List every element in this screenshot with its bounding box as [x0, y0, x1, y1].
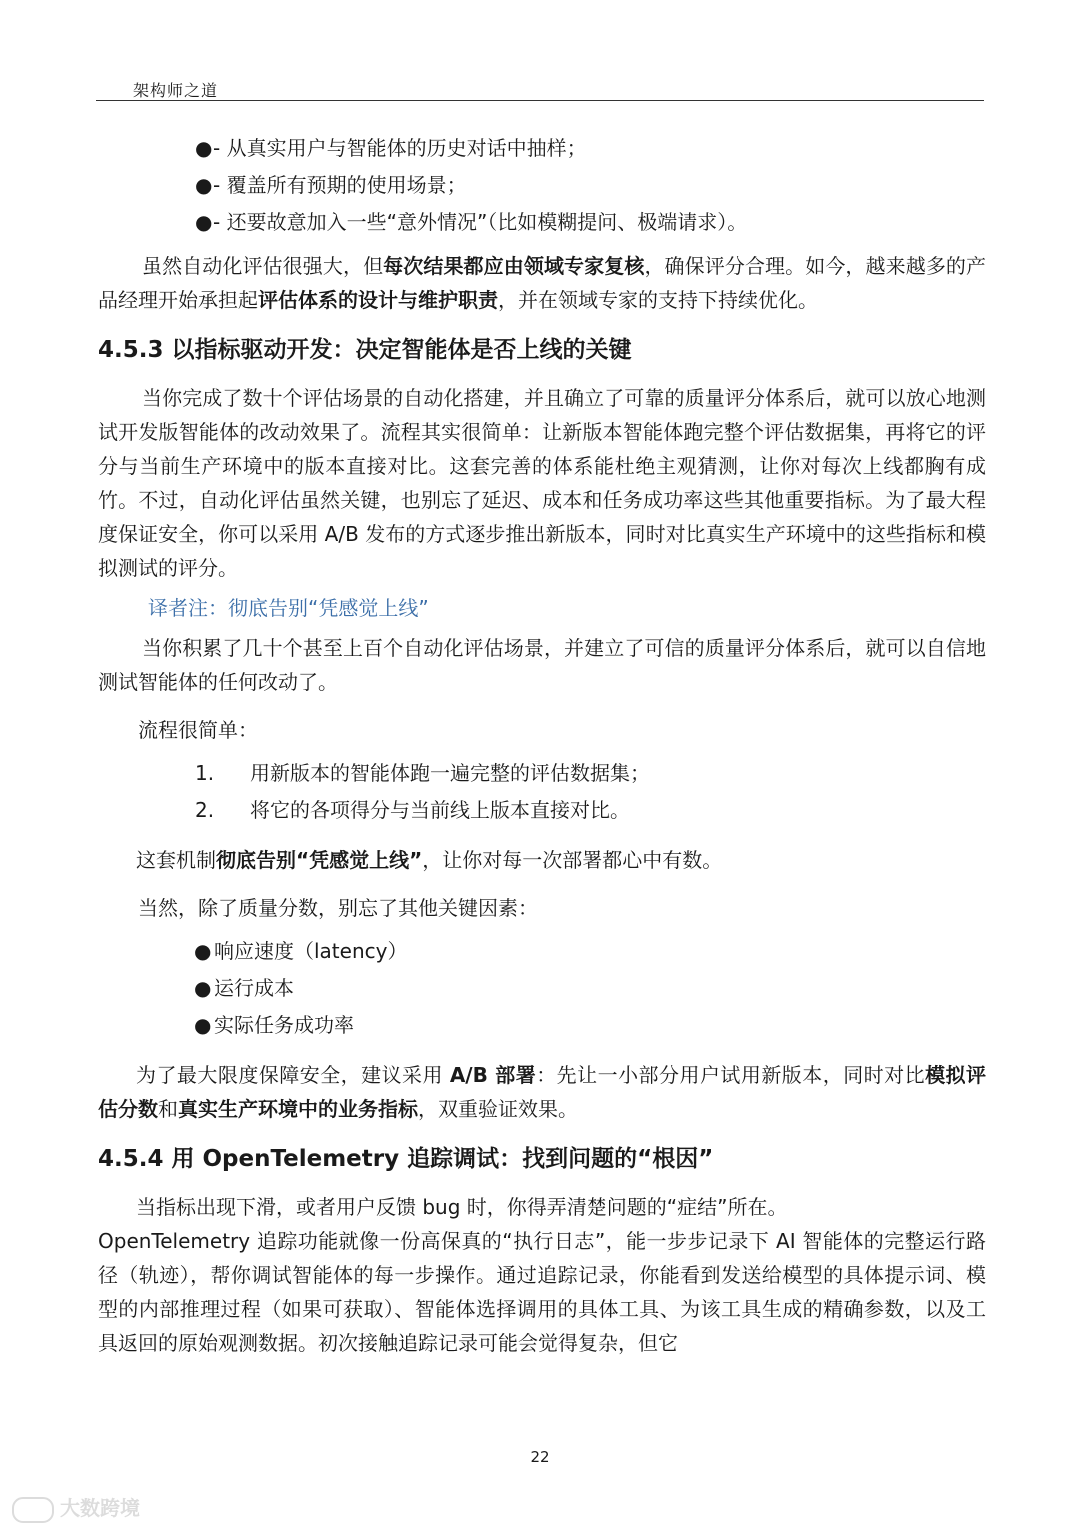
- bold-span: 模拟评估分数: [98, 1063, 987, 1121]
- bold-span: 评估体系的设计与维护职责: [258, 288, 498, 312]
- paragraph-opentelemetry: OpenTelemetry 追踪功能就像一份高保真的“执行日志”，能一步步记录下 AI 智能体的完整运行路径（轨迹），帮你调试智能体的每一步操作。通过追踪记录，你能看到发送给模型的具体提示词、模型的内部推理过程（如果可获取）、智能体选择调用的具体工具、为该工具生成的精确参数，以及工具返回的原始观测数据。初次接触追踪记录可能会觉得复杂，但它: [98, 1229, 986, 1355]
- text-span: 为了最大限度保障安全，建议采用: [136, 1063, 450, 1087]
- bullet-dash: -: [213, 173, 227, 197]
- bold-span: 每次结果都应由领域专家复核: [383, 254, 645, 278]
- bullet-icon: ●: [194, 939, 212, 963]
- list-item: [98, 792, 986, 829]
- bullet-text: 响应速度（latency）: [214, 939, 408, 963]
- paragraph-metrics-driven: 当你完成了数十个评估场景的自动化搭建，并且确立了可靠的质量评分体系后，就可以放心地测试开发版智能体的改动效果了。流程其实很简单：让新版本智能体跑完整个评估数据集，再将它的评分与当前生产环境中的版本直接对比。这套完善的体系能杜绝主观猜测，让你对每次上线都胸有成竹。不过，自动化评估虽然关键，也别忘了延迟、成本和任务成功率这些其他重要指标。为了最大程度保证安全，你可以采用 A/B 发布的方式逐步推出新版本，同时对比真实生产环境中的这些指标和模拟测试的评分。: [98, 386, 986, 580]
- bullet-dash: -: [213, 136, 227, 160]
- paragraph-ab-deploy: [98, 1058, 986, 1126]
- section-heading-4-5-4: 4.5.4 用 OpenTelemetry 追踪调试：找到问题的“根因”: [98, 1146, 714, 1172]
- bullet-text: 实际任务成功率: [214, 1013, 354, 1037]
- list-number: 1.: [195, 761, 215, 785]
- text-span: ，并在领域专家的支持下持续优化。: [498, 288, 818, 312]
- bullet-icon: ●: [195, 210, 213, 234]
- list-number: 2.: [195, 798, 215, 822]
- bullet-text: 覆盖所有预期的使用场景；: [226, 173, 467, 197]
- page-number: 22: [530, 1448, 550, 1466]
- list-item: [98, 1007, 986, 1044]
- bullet-text: 还要故意加入一些“意外情况”（比如模糊提问、极端请求）。: [226, 210, 748, 234]
- text-span: ，双重验证效果。: [418, 1097, 578, 1121]
- text-span: ，确保评分合理。如今，越来越多的产品经理开始承担起: [98, 254, 987, 312]
- paragraph-other-factors: 当然，除了质量分数，别忘了其他关键因素：: [138, 896, 538, 920]
- list-item: [98, 130, 986, 167]
- list-item: [98, 204, 986, 241]
- bold-span: 彻底告别“凭感觉上线”: [216, 848, 423, 872]
- header-rule: [96, 100, 984, 101]
- paragraph-process: 流程很简单：: [138, 718, 258, 742]
- list-item: [98, 933, 986, 970]
- bullet-text: 从真实用户与智能体的历史对话中抽样；: [226, 136, 587, 160]
- paragraph-metric-drop: 当指标出现下滑，或者用户反馈 bug 时，你得弄清楚问题的“症结”所在。: [136, 1195, 788, 1219]
- paragraph-confidence: 当你积累了几十个甚至上百个自动化评估场景，并建立了可信的质量评分体系后，就可以自信地测试智能体的任何改动了。: [98, 636, 986, 694]
- bullet-text: 运行成本: [214, 976, 294, 1000]
- page-body: [98, 130, 986, 1360]
- list-text: 将它的各项得分与当前线上版本直接对比。: [250, 798, 630, 822]
- text-span: 这套机制: [136, 848, 216, 872]
- section-heading-4-5-3: 4.5.3 以指标驱动开发：决定智能体是否上线的关键: [98, 337, 632, 363]
- bold-span: 真实生产环境中的业务指标: [178, 1097, 418, 1121]
- text-span: ：先让一小部分用户试用新版本，同时对比: [536, 1063, 926, 1087]
- watermark-text: 大数跨境: [60, 1496, 140, 1520]
- text-span: 和: [158, 1097, 178, 1121]
- watermark: [12, 1492, 140, 1523]
- bullet-icon: ●: [195, 136, 213, 160]
- watermark-logo-icon: [12, 1497, 54, 1523]
- translator-note: 译者注：彻底告别“凭感觉上线”: [148, 596, 429, 620]
- paragraph-mechanism: [98, 843, 986, 877]
- bullet-icon: ●: [194, 1013, 212, 1037]
- list-item: [98, 167, 986, 204]
- list-item: [98, 970, 986, 1007]
- running-header: 架构师之道: [133, 81, 219, 100]
- bullet-icon: ●: [194, 976, 212, 1000]
- paragraph-expert-review: [98, 249, 986, 317]
- text-span: ，让你对每一次部署都心中有数。: [422, 848, 723, 872]
- list-item: [98, 755, 986, 792]
- bold-span: A/B 部署: [449, 1063, 537, 1087]
- text-span: 虽然自动化评估很强大，但: [142, 254, 384, 278]
- list-text: 用新版本的智能体跑一遍完整的评估数据集；: [250, 761, 650, 785]
- bullet-icon: ●: [195, 173, 213, 197]
- bullet-dash: -: [213, 210, 227, 234]
